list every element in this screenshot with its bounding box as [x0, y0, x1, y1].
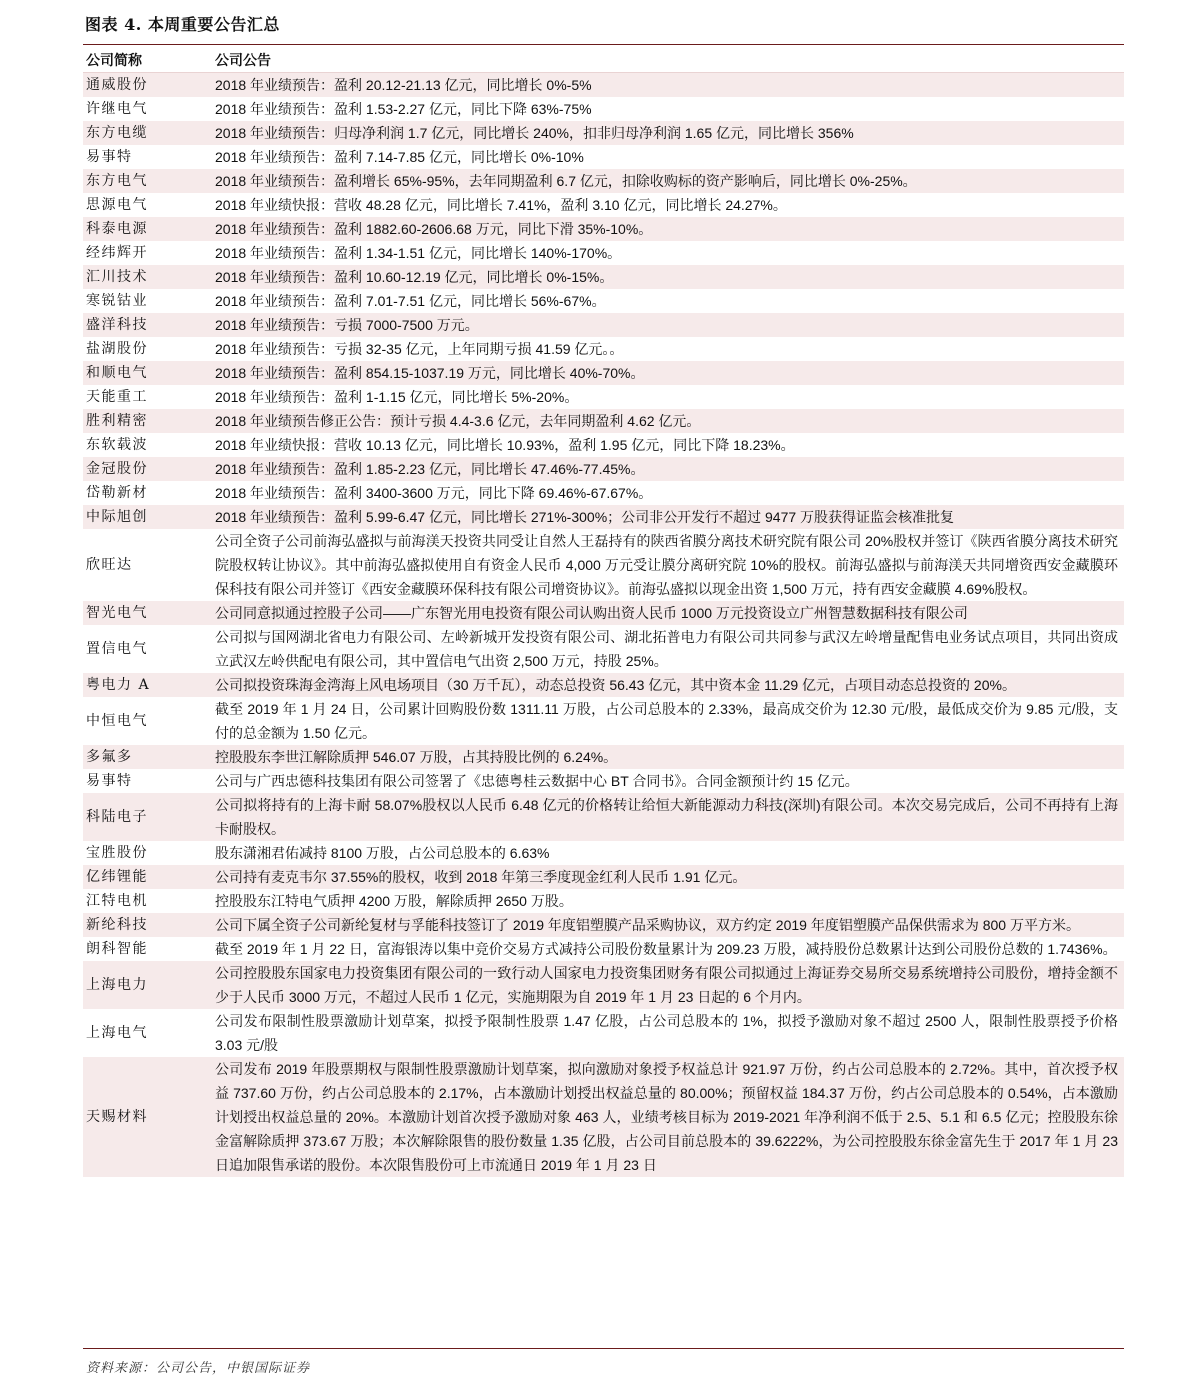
announcement-text: 2018 年业绩预告修正公告：预计亏损 4.4-3.6 亿元，去年同期盈利 4.62 亿元。	[215, 409, 1124, 433]
table-row	[83, 217, 1124, 241]
table-row	[83, 505, 1124, 529]
company-name: 天赐材料	[83, 1057, 215, 1177]
company-name: 东软载波	[83, 433, 215, 457]
table-row	[83, 265, 1124, 289]
company-name: 寒锐钴业	[83, 289, 215, 313]
company-name: 和顺电气	[83, 361, 215, 385]
announcement-text: 2018 年业绩预告：盈利 20.12-21.13 亿元，同比增长 0%-5%	[215, 73, 1124, 98]
table-row	[83, 169, 1124, 193]
company-name: 盛洋科技	[83, 313, 215, 337]
company-name: 岱勒新材	[83, 481, 215, 505]
table-row	[83, 913, 1124, 937]
table-row	[83, 961, 1124, 1009]
company-name: 思源电气	[83, 193, 215, 217]
company-name: 胜利精密	[83, 409, 215, 433]
top-rule	[83, 44, 1124, 45]
table-row	[83, 1057, 1124, 1177]
announcement-text: 2018 年业绩预告：亏损 32-35 亿元，上年同期亏损 41.59 亿元。。	[215, 337, 1124, 361]
company-name: 盐湖股份	[83, 337, 215, 361]
table-row	[83, 841, 1124, 865]
table-row	[83, 865, 1124, 889]
table-row	[83, 625, 1124, 673]
company-name: 粤电力 A	[83, 673, 215, 697]
announcement-text: 2018 年业绩预告：盈利 3400-3600 万元，同比下降 69.46%-67.67%。	[215, 481, 1124, 505]
announcement-text: 公司拟将持有的上海卡耐 58.07%股权以人民币 6.48 亿元的价格转让给恒大新能源动力科技(深圳)有限公司。本次交易完成后，公司不再持有上海卡耐股权。	[215, 793, 1124, 841]
figure-title: 图表 4. 本周重要公告汇总	[85, 15, 280, 34]
company-name: 科陆电子	[83, 793, 215, 841]
table-row	[83, 145, 1124, 169]
company-name: 朗科智能	[83, 937, 215, 961]
table-row	[83, 313, 1124, 337]
table-row	[83, 481, 1124, 505]
announcement-text: 截至 2019 年 1 月 24 日，公司累计回购股份数 1311.11 万股，占公司总股本的 2.33%，最高成交价为 12.30 元/股，最低成交价为 9.85 元/股，支付的总金额为 1.50 亿元。	[215, 697, 1124, 745]
table-row	[83, 697, 1124, 745]
announcement-text: 公司拟与国网湖北省电力有限公司、左岭新城开发投资有限公司、湖北拓普电力有限公司共同参与武汉左岭增量配售电业务试点项目，共同出资成立武汉左岭供配电有限公司，其中置信电气出资 2,500 万元，持股 25%。	[215, 625, 1124, 673]
company-name: 易事特	[83, 769, 215, 793]
header-company: 公司简称	[83, 50, 215, 73]
company-name: 中恒电气	[83, 697, 215, 745]
announcement-text: 公司拟投资珠海金湾海上风电场项目（30 万千瓦），动态总投资 56.43 亿元，其中资本金 11.29 亿元，占项目动态总投资的 20%。	[215, 673, 1124, 697]
table-row	[83, 745, 1124, 769]
table-body	[83, 73, 1124, 1178]
announcement-text: 公司持有麦克韦尔 37.55%的股权，收到 2018 年第三季度现金红利人民币 1.91 亿元。	[215, 865, 1124, 889]
company-name: 江特电机	[83, 889, 215, 913]
company-name: 东方电缆	[83, 121, 215, 145]
announcement-text: 公司发布 2019 年股票期权与限制性股票激励计划草案，拟向激励对象授予权益总计 921.97 万份，约占公司总股本的 2.72%。其中，首次授予权益 737.60 万份，约占公司总股本的 2.17%，占本激励计划授出权益总量的 80.00%；预留权益 184.37 万份，约占公司总股本的 0.54%，占本激励计划授出权益总量的 20%。本激励计划首次授予激励对象 463 人，业绩考核目标为 2019-2021 年净利润不低于 2.5、5.1 和 6.5 亿元；控股股东徐金富解除质押 373.67 万股；本次解除限售的股份数量 1.35 亿股，占公司目前总股本的 39.6222%，为公司控股股东徐金富先生于 2017 年 1 月 23 日追加限售承诺的股份。本次限售股份可上市流通日 2019 年 1 月 23 日	[215, 1057, 1124, 1177]
source-note: 资料来源：公司公告，中银国际证券	[86, 1361, 311, 1376]
announcement-text: 2018 年业绩预告：盈利增长 65%-95%，去年同期盈利 6.7 亿元，扣除收购标的资产影响后，同比增长 0%-25%。	[215, 169, 1124, 193]
announcement-text: 2018 年业绩预告：盈利 1.85-2.23 亿元，同比增长 47.46%-77.45%。	[215, 457, 1124, 481]
company-name: 智光电气	[83, 601, 215, 625]
company-name: 易事特	[83, 145, 215, 169]
table-row	[83, 889, 1124, 913]
table-row	[83, 193, 1124, 217]
company-name: 多氟多	[83, 745, 215, 769]
announcement-text: 2018 年业绩快报：营收 10.13 亿元，同比增长 10.93%，盈利 1.95 亿元，同比下降 18.23%。	[215, 433, 1124, 457]
announcement-text: 2018 年业绩预告：盈利 1.34-1.51 亿元，同比增长 140%-170%。	[215, 241, 1124, 265]
announcement-text: 2018 年业绩预告：盈利 854.15-1037.19 万元，同比增长 40%-70%。	[215, 361, 1124, 385]
announcement-text: 公司控股股东国家电力投资集团有限公司的一致行动人国家电力投资集团财务有限公司拟通过上海证券交易所交易系统增持公司股份，增持金额不少于人民币 3000 万元，不超过人民币 1 亿元，实施期限为自 2019 年 1 月 23 日起的 6 个月内。	[215, 961, 1124, 1009]
company-name: 东方电气	[83, 169, 215, 193]
table-row	[83, 601, 1124, 625]
announcement-text: 公司全资子公司前海弘盛拟与前海渼天投资共同受让自然人王磊持有的陕西省膜分离技术研究院有限公司 20%股权并签订《陕西省膜分离技术研究院股权转让协议》。其中前海弘盛拟使用自有资金人民币 4,000 万元受让膜分离研究院 10%的股权。前海弘盛拟与前海渼天共同增资西安金藏膜环保科技有限公司并签订《西安金藏膜环保科技有限公司增资协议》。前海弘盛拟以现金出资 1,500 万元，持有西安金藏膜 4.69%股权。	[215, 529, 1124, 601]
company-name: 许继电气	[83, 97, 215, 121]
announcement-text: 2018 年业绩预告：亏损 7000-7500 万元。	[215, 313, 1124, 337]
announcement-text: 控股股东李世江解除质押 546.07 万股，占其持股比例的 6.24%。	[215, 745, 1124, 769]
announcement-text: 2018 年业绩预告：盈利 1882.60-2606.68 万元，同比下滑 35%-10%。	[215, 217, 1124, 241]
company-name: 汇川技术	[83, 265, 215, 289]
table-header-row	[83, 50, 1124, 73]
announcement-text: 公司发布限制性股票激励计划草案，拟授予限制性股票 1.47 亿股，占公司总股本的 1%，拟授予激励对象不超过 2500 人，限制性股票授予价格 3.03 元/股	[215, 1009, 1124, 1057]
table-row	[83, 433, 1124, 457]
announcement-table	[83, 50, 1124, 1177]
announcement-text: 2018 年业绩预告：盈利 7.01-7.51 亿元，同比增长 56%-67%。	[215, 289, 1124, 313]
table-row	[83, 289, 1124, 313]
table-row	[83, 337, 1124, 361]
announcement-text: 截至 2019 年 1 月 22 日，富海银涛以集中竞价交易方式减持公司股份数量累计为 209.23 万股，减持股份总数累计达到公司股份总数的 1.7436%。	[215, 937, 1124, 961]
announcement-text: 2018 年业绩预告：盈利 7.14-7.85 亿元，同比增长 0%-10%	[215, 145, 1124, 169]
announcement-text: 公司下属全资子公司新纶复材与孚能科技签订了 2019 年度铝塑膜产品采购协议，双方约定 2019 年度铝塑膜产品保供需求为 800 万平方米。	[215, 913, 1124, 937]
table-row	[83, 937, 1124, 961]
company-name: 金冠股份	[83, 457, 215, 481]
company-name: 宝胜股份	[83, 841, 215, 865]
bottom-rule	[83, 1348, 1124, 1349]
table-row	[83, 529, 1124, 601]
table-row	[83, 1009, 1124, 1057]
company-name: 科泰电源	[83, 217, 215, 241]
table-row	[83, 385, 1124, 409]
announcement-text: 公司同意拟通过控股子公司——广东智光用电投资有限公司认购出资人民币 1000 万元投资设立广州智慧数据科技有限公司	[215, 601, 1124, 625]
table-row	[83, 673, 1124, 697]
company-name: 中际旭创	[83, 505, 215, 529]
company-name: 欣旺达	[83, 529, 215, 601]
company-name: 上海电气	[83, 1009, 215, 1057]
announcement-text: 控股股东江特电气质押 4200 万股，解除质押 2650 万股。	[215, 889, 1124, 913]
company-name: 天能重工	[83, 385, 215, 409]
announcement-text: 2018 年业绩快报：营收 48.28 亿元，同比增长 7.41%，盈利 3.10 亿元，同比增长 24.27%。	[215, 193, 1124, 217]
table-row	[83, 241, 1124, 265]
company-name: 上海电力	[83, 961, 215, 1009]
table-row	[83, 361, 1124, 385]
announcement-text: 2018 年业绩预告：盈利 5.99-6.47 亿元，同比增长 271%-300%；公司非公开发行不超过 9477 万股获得证监会核准批复	[215, 505, 1124, 529]
table-row	[83, 457, 1124, 481]
table-row	[83, 409, 1124, 433]
announcement-text: 2018 年业绩预告：盈利 1.53-2.27 亿元，同比下降 63%-75%	[215, 97, 1124, 121]
announcement-text: 2018 年业绩预告：盈利 1-1.15 亿元，同比增长 5%-20%。	[215, 385, 1124, 409]
table-row	[83, 769, 1124, 793]
company-name: 新纶科技	[83, 913, 215, 937]
table-row	[83, 793, 1124, 841]
table-row	[83, 73, 1124, 98]
company-name: 经纬辉开	[83, 241, 215, 265]
announcement-text: 2018 年业绩预告：盈利 10.60-12.19 亿元，同比增长 0%-15%。	[215, 265, 1124, 289]
table-row	[83, 97, 1124, 121]
company-name: 亿纬锂能	[83, 865, 215, 889]
announcement-text: 2018 年业绩预告：归母净利润 1.7 亿元，同比增长 240%，扣非归母净利润 1.65 亿元，同比增长 356%	[215, 121, 1124, 145]
table-row	[83, 121, 1124, 145]
company-name: 通威股份	[83, 73, 215, 98]
company-name: 置信电气	[83, 625, 215, 673]
announcement-text: 股东潇湘君佑减持 8100 万股，占公司总股本的 6.63%	[215, 841, 1124, 865]
header-announcement: 公司公告	[215, 50, 1124, 73]
announcement-text: 公司与广西忠德科技集团有限公司签署了《忠德粤桂云数据中心 BT 合同书》。合同金额预计约 15 亿元。	[215, 769, 1124, 793]
